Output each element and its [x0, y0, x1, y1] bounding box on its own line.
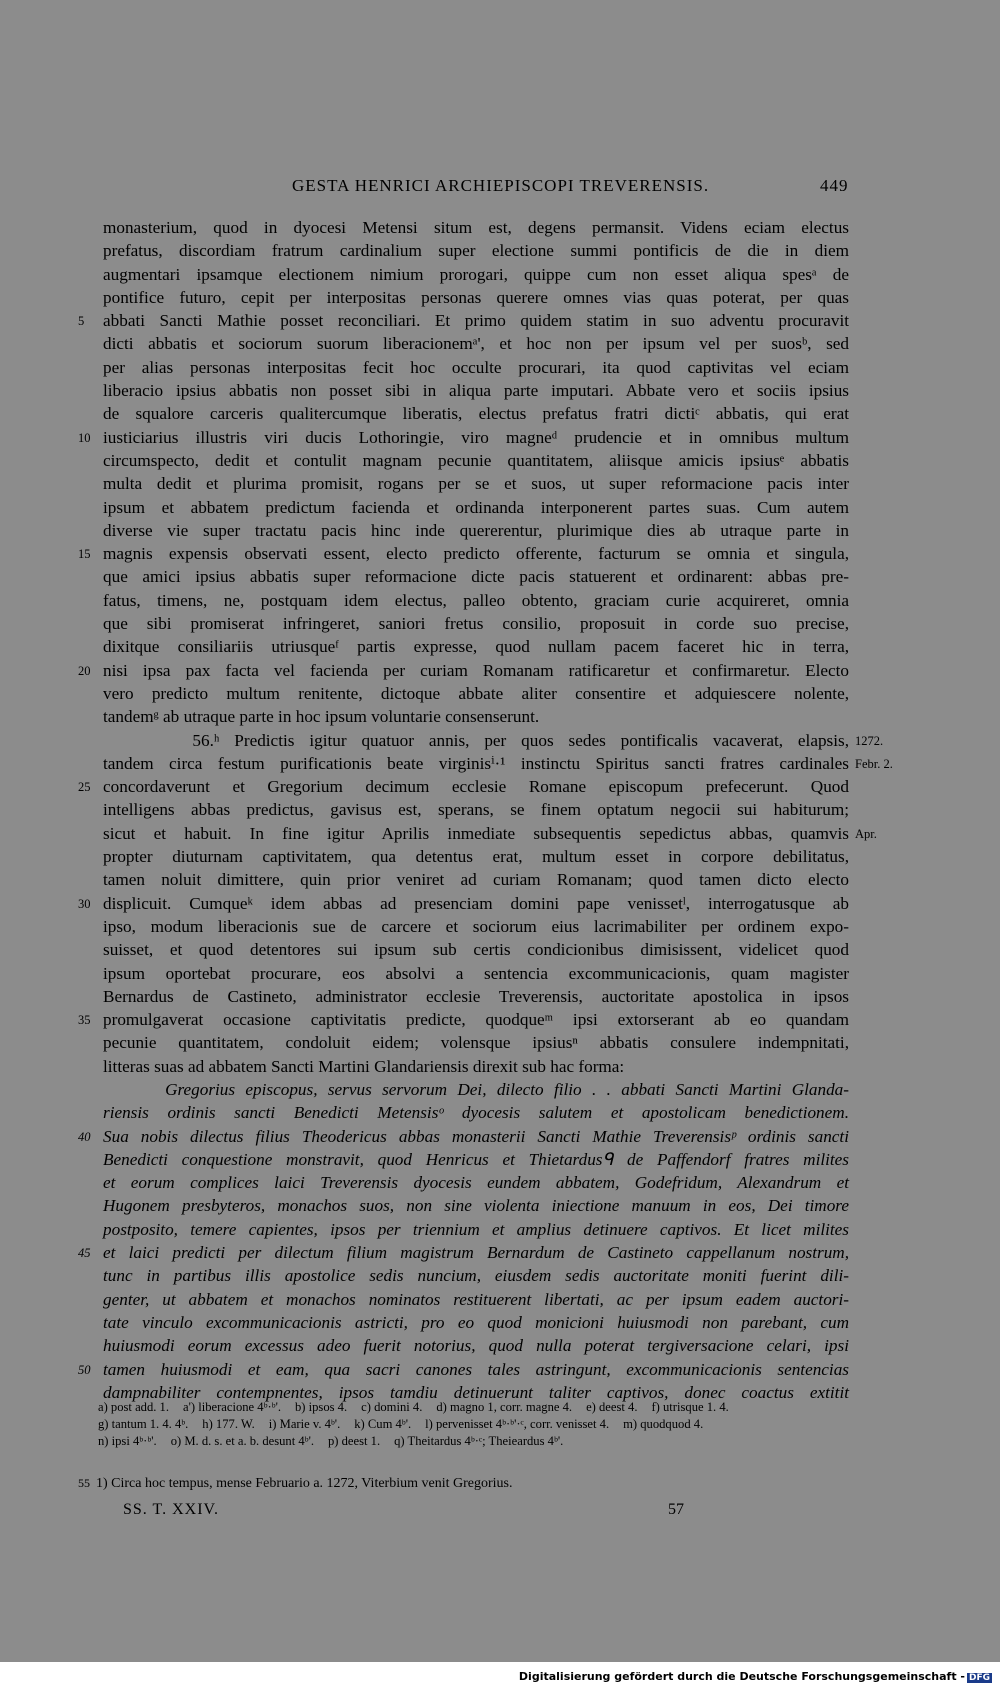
line-number: 30	[78, 896, 91, 911]
line-text: litteras suas ad abbatem Sancti Martini Glandariensis direxit sub hac forma:	[103, 1056, 625, 1076]
sheet-number: 57	[668, 1501, 684, 1518]
line-text: dampnabiliter contempnentes, ipsos tamdiu detinuerunt taliter captivos, donec coactus extitit	[103, 1382, 849, 1402]
text-line	[103, 1031, 849, 1054]
apparatus-entry: f) utrisque 1. 4.	[651, 1400, 729, 1414]
text-line	[103, 752, 893, 775]
text-line	[103, 915, 849, 938]
text-line	[103, 1334, 849, 1357]
apparatus-entry: g) tantum 1. 4. 4ᵇ.	[98, 1417, 189, 1431]
text-line	[103, 239, 849, 262]
line-text: pontifice futuro, cepit per interpositas personas querere omnes vias quas poterat, per quas	[103, 287, 849, 307]
line-text: et eorum complices laici Treverensis dyocesis eundem abbatem, Godefridum, Alexandrum et	[103, 1173, 849, 1193]
line-text: concordaverunt et Gregorium decimum ecclesie Romane episcopum prefecerunt. Quod	[103, 777, 849, 797]
line-number: 35	[78, 1013, 91, 1028]
line-text: tunc in partibus illis apostolice sedis nuncium, eiusdem sedis auctoritate moniti fuerint dili-	[103, 1266, 849, 1286]
text-line	[103, 962, 849, 985]
text-line	[103, 519, 849, 542]
text-line	[78, 542, 849, 565]
line-text: huiusmodi eorum excessus adeo fuerit notorius, quod nulla poterat tergiversacione celari, ipsi	[103, 1336, 849, 1356]
line-number: 45	[78, 1246, 91, 1261]
marginal-date: Febr. 2.	[855, 756, 893, 771]
text-line	[103, 1101, 849, 1124]
line-number: 10	[78, 430, 91, 445]
line-text: Sua nobis dilectus filius Theodericus abbas monasterii Sancti Mathie Treverensisᵖ ordinis sancti	[103, 1126, 849, 1146]
line-text: vero predicto multum renitente, dictoque abbate aliter consentire et adquiescere nolente,	[103, 683, 849, 703]
apparatus-entry: d) magno 1, corr. magne 4.	[436, 1400, 573, 1414]
line-text: intelligens abbas predictus, gavisus est, sperans, se finem optatum negocii sui habiturum;	[103, 800, 849, 820]
text-line	[103, 682, 849, 705]
line-text: prefatus, discordiam fratrum cardinalium super electione summi pontificis de die in diem	[103, 241, 849, 261]
text-line	[103, 822, 877, 845]
line-text: multa dedit et plurima promisit, rogans per se et suos, ut super reformacione pacis inter	[103, 474, 849, 494]
text-line	[103, 216, 849, 239]
line-text: circumspecto, dedit et contulit magnam pecunie quantitatem, aliisque amicis ipsiusᵉ abbatis	[103, 450, 849, 470]
text-line	[103, 1078, 849, 1101]
line-text: iusticiarius illustris viri ducis Lothoringie, viro magneᵈ prudencie et in omnibus multum	[103, 427, 849, 447]
text-line	[78, 309, 849, 332]
text-line	[103, 589, 849, 612]
text-line	[103, 1194, 849, 1217]
line-number: 40	[78, 1129, 91, 1144]
line-text: Gregorius episcopus, servus servorum Dei, dilecto filio . . abbati Sancti Martini Glanda-	[103, 1079, 849, 1099]
text-line	[103, 1288, 849, 1311]
line-text: et laici predicti per dilectum filium magistrum Bernardum de Castineto cappellanum nostrum,	[103, 1243, 849, 1263]
marginal-date: Apr.	[855, 826, 877, 841]
text-line	[103, 729, 884, 752]
apparatus-entry: k) Cum 4ᵇ'.	[354, 1417, 412, 1431]
text-line	[78, 1125, 849, 1148]
text-line	[103, 868, 849, 891]
line-text: tamen huiusmodi et eam, qua sacri canones tales astringunt, excommunicacionis sentencias	[103, 1359, 849, 1379]
text-line	[78, 1008, 849, 1031]
line-text: ipsum oportebat procurare, eos absolvi a sentencia excommunicacionis, quam magister	[103, 963, 849, 983]
apparatus-entry: m) quodquod 4.	[623, 1417, 704, 1431]
line-text: tamen noluit dimittere, quin prior veniret ad curiam Romanam; quod tamen dicto electo	[103, 870, 849, 890]
line-text: sicut et habuit. In fine igitur Aprilis inmediate subsequentis sepedictus abbas, quamvis	[103, 823, 849, 843]
line-number: 50	[78, 1362, 91, 1377]
apparatus-entry: l) pervenisset 4ᵇ·ᵇ'·ᶜ, corr. venisset 4.	[425, 1417, 610, 1431]
text-line	[103, 1171, 849, 1194]
text-line	[103, 1264, 849, 1287]
text-line	[103, 1311, 849, 1334]
line-text: propter diuturnam captivitatem, qua detentus erat, multum esset in corpore debilitatus,	[103, 847, 849, 867]
line-text: diverse vie super tractatu pacis hinc inde quererentur, plurimique dies ab utraque parte in	[103, 520, 849, 540]
line-number: 20	[78, 663, 91, 678]
text-line	[103, 565, 849, 588]
line-text: que amici ipsius abbatis super reformacione dicte pacis statuerent et ordinarent: abbas pre-	[103, 567, 849, 587]
line-text: de squalore carceris qualitercumque liberatis, electus prefatus fratri dictiᶜ abbatis, qui erat	[103, 404, 849, 424]
line-number: 15	[78, 547, 91, 562]
text-line	[103, 1055, 849, 1078]
footnote-text: 1) Circa hoc tempus, mense Februario a. 1272, Viterbium venit Gregorius.	[96, 1476, 513, 1491]
line-text: abbati Sancti Mathie posset reconciliari. Et primo quidem statim in suo adventu procuravit	[103, 311, 849, 331]
line-text: liberacio ipsius abbatis non posset sibi in aliqua parte imputari. Abbate vero et sociis ipsius	[103, 381, 849, 401]
header-page-number: 449	[820, 176, 849, 195]
footnote-line-number: 55	[78, 1476, 90, 1490]
line-number: 5	[78, 314, 85, 329]
text-line	[78, 659, 849, 682]
text-line	[78, 892, 849, 915]
apparatus-line	[98, 1399, 858, 1416]
line-text: ipso, modum liberacionis sue de carcere et sociorum eius lacrimabiliter per ordinem expo-	[103, 916, 849, 936]
text-line	[103, 402, 849, 425]
line-text: tate vinculo excommunicacionis astricti, pro eo quod monicioni huiusmodi non parebant, cum	[103, 1312, 849, 1332]
critical-apparatus	[98, 1399, 858, 1450]
line-text: Benedicti conquestione monstravit, quod Henricus et Thietardusᑫ de Paffendorf fratres milites	[103, 1149, 849, 1169]
text-line	[103, 845, 849, 868]
line-text: ipsum et abbatem predictum facienda et ordinanda interponerent partes suas. Cum autem	[103, 497, 849, 517]
main-text	[78, 216, 893, 1404]
text-line	[78, 1358, 849, 1381]
text-line	[103, 1218, 849, 1241]
line-text: que sibi promiserat infringeret, saniori fretus consilio, proposuit in corde suo precise,	[103, 614, 849, 634]
text-line	[103, 612, 849, 635]
line-text: Bernardus de Castineto, administrator ecclesie Treverensis, auctoritate apostolica in ipsos	[103, 986, 849, 1006]
line-text: postposito, temere capientes, ipsos per triennium et amplius detinuere captivos. Et licet milites	[103, 1219, 849, 1239]
text-line	[103, 798, 849, 821]
text-line	[103, 985, 849, 1008]
historical-footnote	[78, 1476, 512, 1492]
apparatus-entry: h) 177. W.	[202, 1417, 255, 1431]
text-line	[103, 705, 849, 728]
text-line	[78, 426, 849, 449]
line-text: displicuit. Cumqueᵏ idem abbas ad presenciam domini pape venissetˡ, interrogatusque ab	[103, 893, 849, 913]
line-text: dicti abbatis et sociorum suorum liberacionemᵃ', et hoc non per ipsum vel per suosᵇ, sed	[103, 334, 849, 354]
dfg-logo: DFG	[968, 1673, 990, 1683]
line-text: genter, ut abbatem et monachos nominatos restituerent libertati, ac per ipsum eadem auctori-	[103, 1289, 849, 1309]
line-number: 25	[78, 780, 91, 795]
text-line	[103, 332, 849, 355]
apparatus-entry: i) Marie v. 4ᵇ'.	[268, 1417, 341, 1431]
apparatus-entry: p) deest 1.	[328, 1434, 381, 1448]
text-line	[103, 472, 849, 495]
line-text: nisi ipsa pax facta vel facienda per curiam Romanam ratificaretur et confirmaretur. Electo	[103, 660, 849, 680]
apparatus-entry: q) Theitardus 4ᵇ·ᶜ; Theieardus 4ᵇ'.	[394, 1434, 564, 1448]
line-text: tandemᵍ ab utraque parte in hoc ipsum voluntarie consenserunt.	[103, 707, 540, 727]
apparatus-entry: e) deest 4.	[586, 1400, 638, 1414]
line-text: riensis ordinis sancti Benedicti Metensisᵒ dyocesis salutem et apostolicam benedictionem.	[103, 1103, 849, 1123]
text-line	[78, 775, 849, 798]
line-text: tandem circa festum purificationis beate virginisⁱ·¹ instinctu Spiritus sancti fratres cardinales	[103, 753, 849, 773]
marginal-date: 1272.	[855, 733, 884, 748]
line-text: magnis expensis observati essent, electo predicto offerente, facturum se omnia et singula,	[103, 544, 849, 564]
text-line	[103, 263, 849, 286]
line-text: fatus, timens, ne, postquam idem electus, palleo obtento, graciam curie acquireret, omnia	[103, 590, 849, 610]
text-line	[78, 1241, 849, 1264]
apparatus-line	[98, 1433, 858, 1450]
line-text: augmentari ipsamque electionem nimium prorogari, quippe cum non esset aliqua spesᵃ de	[103, 264, 849, 284]
line-text: dixitque consiliariis utriusqueᶠ partis expresse, quod nullam pacem faceret hic in terra,	[103, 637, 849, 657]
apparatus-entry: b) ipsos 4.	[295, 1400, 348, 1414]
text-line	[103, 496, 849, 519]
line-text: suisset, et quod detentores sui ipsum sub certis condicionibus dimisissent, videlicet quod	[103, 940, 849, 960]
line-text: promulgaverat occasione captivitatis predicte, quodqueᵐ ipsi extorserant ab eo quandam	[103, 1010, 849, 1030]
line-text: Hugonem presbyteros, monachos suos, non sine violenta iniectione manuum in eos, Dei timore	[103, 1196, 849, 1216]
text-line	[103, 635, 849, 658]
apparatus-entry: a') liberacione 4ᵇ·ᵇ'.	[183, 1400, 281, 1414]
line-text: 56.ʰ Predictis igitur quatuor annis, per quos sedes pontificalis vacaverat, elapsis,	[103, 730, 849, 750]
apparatus-entry: c) domini 4.	[361, 1400, 423, 1414]
apparatus-entry: o) M. d. s. et a. b. desunt 4ᵇ'.	[170, 1434, 314, 1448]
line-text: monasterium, quod in dyocesi Metensi situm est, degens permansit. Videns eciam electus	[103, 218, 849, 237]
apparatus-line	[98, 1416, 858, 1433]
line-text: per alias personas interpositas fecit hoc occulte procurari, ita quod captivitas vel eciam	[103, 357, 849, 377]
text-line	[103, 379, 849, 402]
line-text: pecunie quantitatem, condoluit eidem; volensque ipsiusⁿ abbatis consulere indempnitati,	[103, 1033, 849, 1053]
signature-mark: SS. T. XXIV.	[123, 1501, 220, 1518]
text-line	[103, 449, 849, 472]
apparatus-entry: a) post add. 1.	[98, 1400, 169, 1414]
text-line	[103, 286, 849, 309]
text-line	[103, 356, 849, 379]
running-title: GESTA HENRICI ARCHIEPISCOPI TREVERENSIS.	[292, 176, 710, 195]
text-line	[103, 1148, 849, 1171]
apparatus-entry: n) ipsi 4ᵇ·ᵇ'.	[98, 1434, 157, 1448]
digitization-credit	[519, 1670, 992, 1683]
text-line	[103, 938, 849, 961]
credit-text: Digitalisierung gefördert durch die Deutsche Forschungsgemeinschaft -	[518, 1670, 965, 1683]
